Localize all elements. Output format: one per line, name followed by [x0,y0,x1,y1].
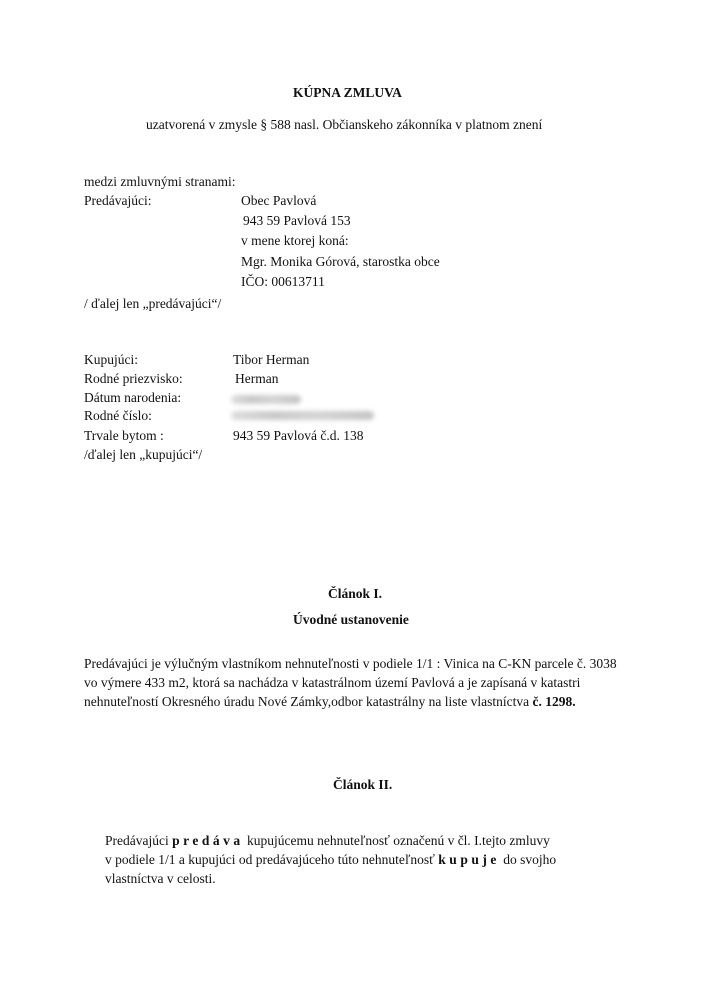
birth-surname-value: Herman [235,371,279,386]
article-2-line-1 [105,833,550,849]
seller-alias: / ďalej len „predávajúci“/ [84,296,222,311]
article-1-line-1: Predávajúci je výlučným vlastníkom nehnuteľnosti v podiele 1/1 : Vinica na C-KN parcele č. 3038 [84,656,617,671]
residence-value: 943 59 Pavlová č.d. 138 [233,428,364,443]
buyer-alias: /ďalej len „kupujúci“/ [84,447,203,462]
birth-date-redacted [231,395,301,404]
article-2-line-3: vlastníctva v celosti. [105,871,216,886]
birth-date-label: Dátum narodenia: [84,390,182,405]
residence-label: Trvale bytom : [84,428,164,443]
article-2-line-1-end: kupujúcemu nehnuteľnosť označenú v čl. I.tejto zmluvy [243,833,550,848]
contract-title: KÚPNA ZMLUVA [293,85,402,100]
contract-subtitle: uzatvorená v zmysle § 588 nasl. Občianskeho zákonníka v platnom znení [146,117,543,132]
birth-number-label: Rodné číslo: [84,408,152,423]
seller-ico: IČO: 00613711 [241,274,325,289]
seller-name: Obec Pavlová [241,193,317,208]
article-2-line-1-start: Predávajúci [105,833,173,848]
article-1-subheading: Úvodné ustanovenie [293,612,409,627]
parties-intro: medzi zmluvnými stranami: [84,174,236,189]
sells-spaced-word: predáva [172,833,244,848]
article-2-heading: Článok II. [333,777,393,792]
article-1-line-3-text: nehnuteľností Okresného úradu Nové Zámky,odbor katastrálny na liste vlastníctva [84,694,533,709]
article-2-line-2-start: v podiele 1/1 a kupujúci od predávajúceho túto nehnuteľnosť [105,852,439,867]
seller-address: 943 59 Pavlová 153 [243,213,351,228]
seller-label: Predávajúci: [84,193,152,208]
article-1-line-3 [84,694,576,710]
buys-spaced-word: kupuje [438,852,500,867]
article-2-line-2-end: do svojho [499,852,557,867]
article-1-heading: Článok I. [328,586,383,601]
ownership-sheet-number: č. 1298. [532,694,576,709]
article-2-line-2 [105,852,556,868]
seller-representative: Mgr. Monika Górová, starostka obce [241,254,440,269]
article-1-line-2: vo výmere 433 m2, ktorá sa nachádza v katastrálnom území Pavlová a je zapísaná v katastri [84,675,581,690]
buyer-label: Kupujúci: [84,352,138,367]
buyer-name: Tibor Herman [233,352,310,367]
birth-number-redacted [231,411,374,420]
birth-surname-label: Rodné priezvisko: [84,371,183,386]
seller-acting: v mene ktorej koná: [241,233,349,248]
